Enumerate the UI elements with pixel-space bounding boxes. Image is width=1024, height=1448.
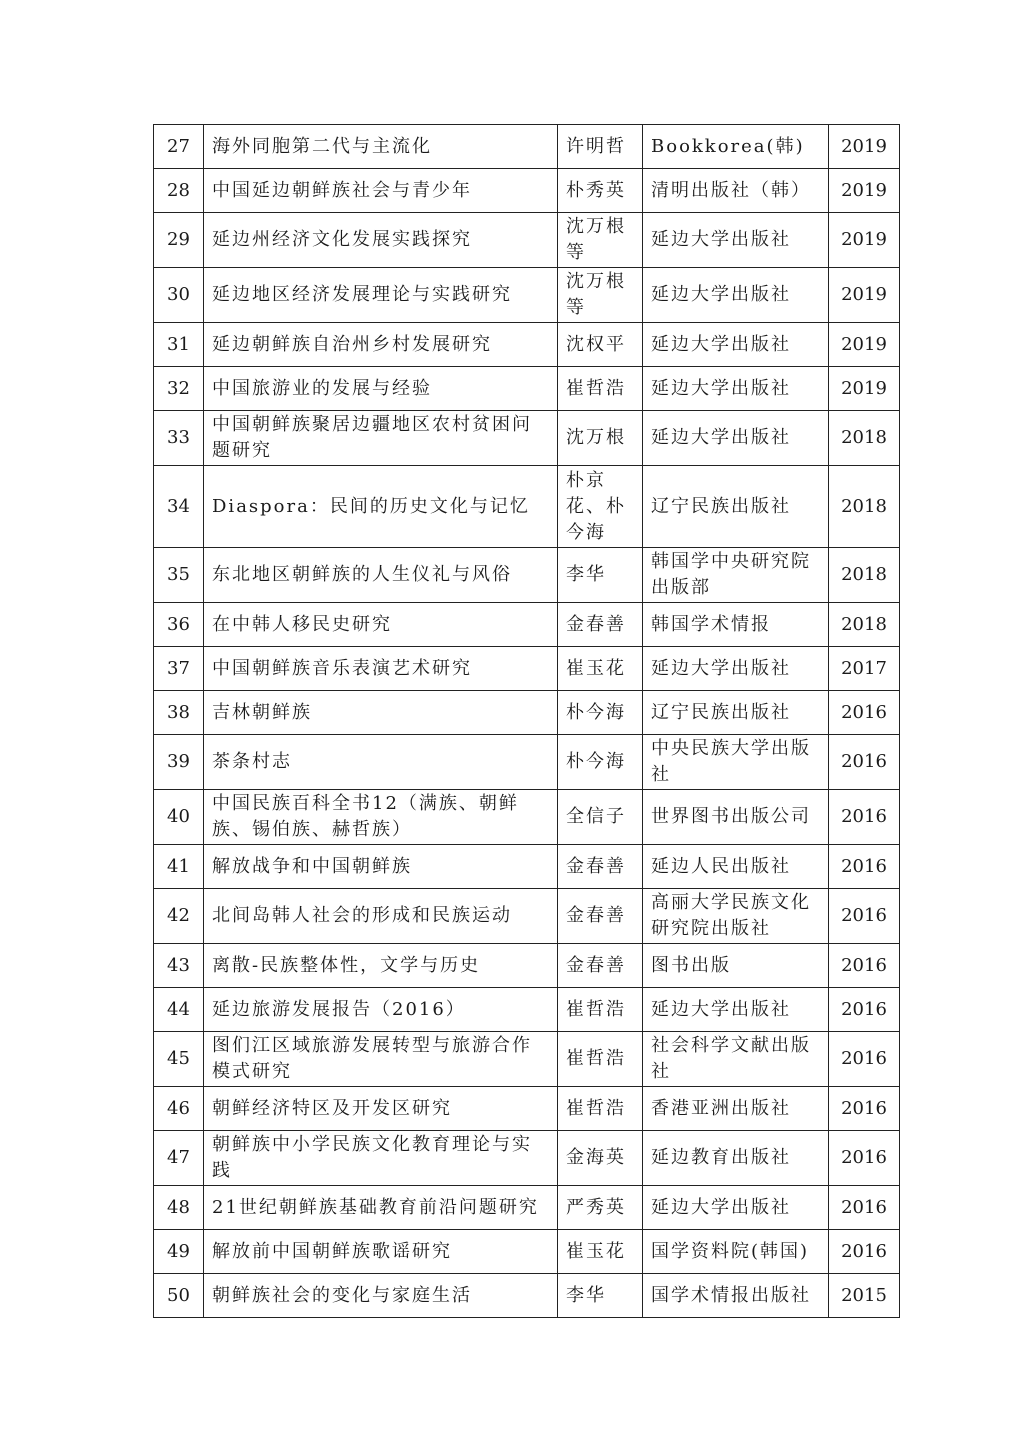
publications-table xyxy=(153,124,900,1318)
publication-year: 2019 xyxy=(829,367,900,411)
row-number: 45 xyxy=(154,1032,204,1087)
book-title: 东北地区朝鲜族的人生仪礼与风俗 xyxy=(204,548,558,603)
book-publisher: 延边大学出版社 xyxy=(643,647,829,691)
publication-year: 2016 xyxy=(829,735,900,790)
book-author: 许明哲 xyxy=(558,125,643,169)
row-number: 34 xyxy=(154,466,204,548)
row-number: 36 xyxy=(154,603,204,647)
table-row xyxy=(154,1032,900,1087)
book-publisher: 延边人民出版社 xyxy=(643,845,829,889)
row-number: 38 xyxy=(154,691,204,735)
table-row xyxy=(154,691,900,735)
book-publisher: 国学资料院(韩国) xyxy=(643,1230,829,1274)
book-author: 崔玉花 xyxy=(558,647,643,691)
book-title: 解放前中国朝鲜族歌谣研究 xyxy=(204,1230,558,1274)
book-title: 中国旅游业的发展与经验 xyxy=(204,367,558,411)
publication-year: 2019 xyxy=(829,169,900,213)
table-row xyxy=(154,367,900,411)
publication-year: 2019 xyxy=(829,125,900,169)
table-row xyxy=(154,603,900,647)
row-number: 46 xyxy=(154,1087,204,1131)
book-author: 崔哲浩 xyxy=(558,1087,643,1131)
book-title: 图们江区域旅游发展转型与旅游合作模式研究 xyxy=(204,1032,558,1087)
table-row xyxy=(154,411,900,466)
table-row xyxy=(154,988,900,1032)
table-row xyxy=(154,1131,900,1186)
publication-year: 2018 xyxy=(829,466,900,548)
book-publisher: 延边大学出版社 xyxy=(643,367,829,411)
book-author: 沈权平 xyxy=(558,323,643,367)
row-number: 42 xyxy=(154,889,204,944)
book-title: 海外同胞第二代与主流化 xyxy=(204,125,558,169)
book-author: 金春善 xyxy=(558,944,643,988)
row-number: 47 xyxy=(154,1131,204,1186)
book-title: 离散-民族整体性，文学与历史 xyxy=(204,944,558,988)
book-title: 中国朝鲜族聚居边疆地区农村贫困问题研究 xyxy=(204,411,558,466)
publication-year: 2016 xyxy=(829,691,900,735)
row-number: 35 xyxy=(154,548,204,603)
table-body xyxy=(154,125,900,1318)
book-publisher: 延边大学出版社 xyxy=(643,1186,829,1230)
book-publisher: 延边大学出版社 xyxy=(643,268,829,323)
book-publisher: 韩国学中央研究院出版部 xyxy=(643,548,829,603)
publication-year: 2016 xyxy=(829,944,900,988)
book-author: 沈万根 xyxy=(558,411,643,466)
book-author: 沈万根等 xyxy=(558,213,643,268)
book-publisher: 延边教育出版社 xyxy=(643,1131,829,1186)
book-author: 崔哲浩 xyxy=(558,367,643,411)
book-title: 中国朝鲜族音乐表演艺术研究 xyxy=(204,647,558,691)
table-row xyxy=(154,548,900,603)
publication-year: 2015 xyxy=(829,1274,900,1318)
publication-year: 2016 xyxy=(829,845,900,889)
book-author: 沈万根等 xyxy=(558,268,643,323)
table-row xyxy=(154,1087,900,1131)
book-title: 延边朝鲜族自治州乡村发展研究 xyxy=(204,323,558,367)
book-author: 严秀英 xyxy=(558,1186,643,1230)
book-title: 在中韩人移民史研究 xyxy=(204,603,558,647)
row-number: 31 xyxy=(154,323,204,367)
book-title: 朝鲜族中小学民族文化教育理论与实践 xyxy=(204,1131,558,1186)
book-author: 朴今海 xyxy=(558,735,643,790)
book-title: 茶条村志 xyxy=(204,735,558,790)
publication-year: 2018 xyxy=(829,603,900,647)
book-publisher: 辽宁民族出版社 xyxy=(643,466,829,548)
publication-year: 2017 xyxy=(829,647,900,691)
table-row xyxy=(154,466,900,548)
publication-year: 2016 xyxy=(829,1032,900,1087)
publication-year: 2016 xyxy=(829,1186,900,1230)
book-publisher: 辽宁民族出版社 xyxy=(643,691,829,735)
book-title: 延边州经济文化发展实践探究 xyxy=(204,213,558,268)
publication-year: 2018 xyxy=(829,411,900,466)
book-publisher: 延边大学出版社 xyxy=(643,323,829,367)
book-publisher: 世界图书出版公司 xyxy=(643,790,829,845)
row-number: 50 xyxy=(154,1274,204,1318)
book-author: 崔哲浩 xyxy=(558,1032,643,1087)
table-row xyxy=(154,944,900,988)
book-publisher: 清明出版社（韩） xyxy=(643,169,829,213)
book-title: 延边地区经济发展理论与实践研究 xyxy=(204,268,558,323)
row-number: 39 xyxy=(154,735,204,790)
row-number: 43 xyxy=(154,944,204,988)
row-number: 30 xyxy=(154,268,204,323)
table-row xyxy=(154,213,900,268)
book-publisher: Bookkorea(韩) xyxy=(643,125,829,169)
book-publisher: 韩国学术情报 xyxy=(643,603,829,647)
book-publisher: 图书出版 xyxy=(643,944,829,988)
publication-year: 2016 xyxy=(829,790,900,845)
book-title: 朝鲜族社会的变化与家庭生活 xyxy=(204,1274,558,1318)
book-author: 李华 xyxy=(558,548,643,603)
publication-year: 2016 xyxy=(829,1230,900,1274)
book-author: 金海英 xyxy=(558,1131,643,1186)
table-row xyxy=(154,790,900,845)
publication-year: 2018 xyxy=(829,548,900,603)
table-row xyxy=(154,735,900,790)
book-title: 解放战争和中国朝鲜族 xyxy=(204,845,558,889)
book-title: 中国民族百科全书12（满族、朝鲜族、锡伯族、赫哲族） xyxy=(204,790,558,845)
row-number: 41 xyxy=(154,845,204,889)
row-number: 33 xyxy=(154,411,204,466)
book-publisher: 社会科学文献出版社 xyxy=(643,1032,829,1087)
table-row xyxy=(154,323,900,367)
publication-year: 2016 xyxy=(829,1087,900,1131)
publication-year: 2019 xyxy=(829,213,900,268)
book-publisher: 国学术情报出版社 xyxy=(643,1274,829,1318)
book-author: 金春善 xyxy=(558,889,643,944)
book-author: 李华 xyxy=(558,1274,643,1318)
row-number: 40 xyxy=(154,790,204,845)
book-title: Diaspora：民间的历史文化与记忆 xyxy=(204,466,558,548)
book-publisher: 延边大学出版社 xyxy=(643,213,829,268)
table-row xyxy=(154,125,900,169)
row-number: 44 xyxy=(154,988,204,1032)
book-author: 全信子 xyxy=(558,790,643,845)
table-row xyxy=(154,1230,900,1274)
book-publisher: 香港亚洲出版社 xyxy=(643,1087,829,1131)
book-title: 朝鲜经济特区及开发区研究 xyxy=(204,1087,558,1131)
table-row xyxy=(154,1186,900,1230)
publication-year: 2019 xyxy=(829,323,900,367)
book-author: 朴京花、朴今海 xyxy=(558,466,643,548)
publication-year: 2016 xyxy=(829,988,900,1032)
publication-year: 2016 xyxy=(829,1131,900,1186)
book-title: 延边旅游发展报告（2016） xyxy=(204,988,558,1032)
book-title: 北间岛韩人社会的形成和民族运动 xyxy=(204,889,558,944)
table-row xyxy=(154,845,900,889)
row-number: 27 xyxy=(154,125,204,169)
table-row xyxy=(154,889,900,944)
book-author: 金春善 xyxy=(558,845,643,889)
row-number: 37 xyxy=(154,647,204,691)
row-number: 49 xyxy=(154,1230,204,1274)
book-author: 崔玉花 xyxy=(558,1230,643,1274)
book-author: 朴今海 xyxy=(558,691,643,735)
row-number: 29 xyxy=(154,213,204,268)
book-title: 吉林朝鲜族 xyxy=(204,691,558,735)
book-title: 中国延边朝鲜族社会与青少年 xyxy=(204,169,558,213)
book-publisher: 延边大学出版社 xyxy=(643,411,829,466)
book-author: 金春善 xyxy=(558,603,643,647)
table-row xyxy=(154,169,900,213)
row-number: 28 xyxy=(154,169,204,213)
book-author: 朴秀英 xyxy=(558,169,643,213)
row-number: 48 xyxy=(154,1186,204,1230)
table-row xyxy=(154,268,900,323)
book-publisher: 中央民族大学出版社 xyxy=(643,735,829,790)
publication-year: 2016 xyxy=(829,889,900,944)
row-number: 32 xyxy=(154,367,204,411)
table-row xyxy=(154,647,900,691)
book-title: 21世纪朝鲜族基础教育前沿问题研究 xyxy=(204,1186,558,1230)
table-row xyxy=(154,1274,900,1318)
book-publisher: 高丽大学民族文化研究院出版社 xyxy=(643,889,829,944)
book-author: 崔哲浩 xyxy=(558,988,643,1032)
publication-year: 2019 xyxy=(829,268,900,323)
book-publisher: 延边大学出版社 xyxy=(643,988,829,1032)
